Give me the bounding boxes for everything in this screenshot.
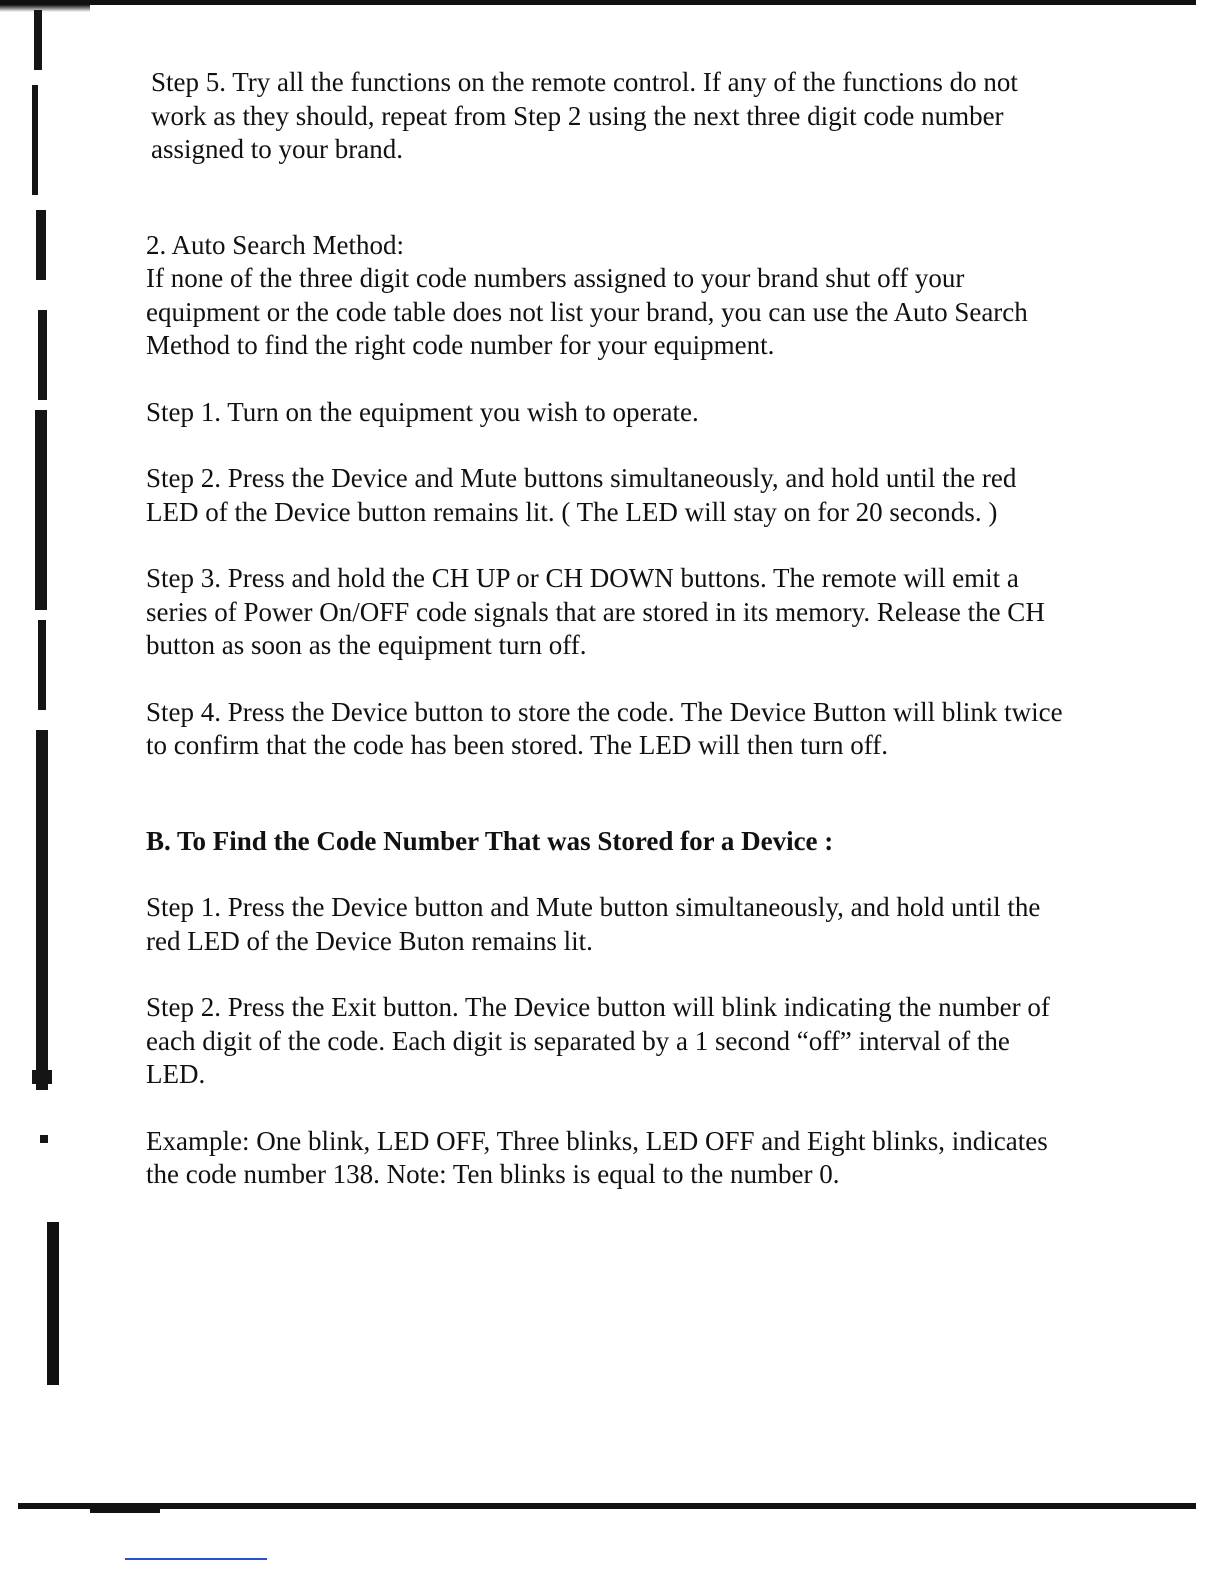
edge-mark [32, 85, 38, 195]
step5-paragraph: Step 5. Try all the functions on the remote control. If any of the functions do not work as they should, repeat from Step 2 using the next three digit code number assigned to your brand. [151, 67, 1018, 164]
scan-bottom-border [18, 1503, 1196, 1509]
find-code-heading: B. To Find the Code Number That was Stored for a Device : [146, 825, 834, 856]
scan-bottom-stub-line [125, 1558, 267, 1560]
spacer [146, 167, 1126, 229]
auto-search-title: 2. Auto Search Method: [146, 229, 404, 260]
document-body [146, 66, 1126, 1192]
scan-bottom-border-thick [90, 1505, 160, 1513]
find-code-step1: Step 1. Press the Device button and Mute button simultaneously, and hold until the red LED of the Device Buton remains lit. [146, 892, 1041, 956]
edge-mark [36, 210, 46, 280]
spacer [146, 858, 1126, 891]
spacer [146, 529, 1126, 562]
auto-search-intro: If none of the three digit code numbers assigned to your brand shut off your equipment or the code table does not list your brand, you can use the Auto Search Method to find the right code number for your equipment. [146, 263, 1028, 360]
find-code-example: Example: One blink, LED OFF, Three blinks, LED OFF and Eight blinks, indicates the code number 138. Note: Ten blinks is equal to the number 0. [146, 1125, 1048, 1189]
edge-speck [40, 1135, 48, 1143]
edge-mark [38, 310, 47, 400]
spacer [146, 663, 1126, 696]
auto-search-step4: Step 4. Press the Device button to store the code. The Device Button will blink twice to confirm that the code has been stored. The LED will then turn off. [146, 696, 1063, 760]
scan-top-border [0, 0, 1196, 5]
spacer [146, 363, 1126, 396]
spacer [146, 1092, 1126, 1125]
auto-search-step2: Step 2. Press the Device and Mute buttons simultaneously, and hold until the red LED of the Device button remains lit. ( The LED will stay on for 20 seconds. ) [146, 463, 1017, 527]
spacer [146, 429, 1126, 462]
scan-left-edge-artifact [30, 10, 64, 1110]
edge-mark [32, 1070, 52, 1084]
auto-search-step3: Step 3. Press and hold the CH UP or CH DOWN buttons. The remote will emit a series of Power On/OFF code signals that are stored in its memory. Release the CH button as soon as the equipment turn off. [146, 563, 1045, 660]
auto-search-step1: Step 1. Turn on the equipment you wish to operate. [146, 396, 699, 427]
edge-mark [35, 410, 47, 610]
edge-mark [38, 620, 46, 710]
scan-lower-edge-bar [47, 1222, 59, 1385]
spacer [146, 958, 1126, 991]
spacer [146, 763, 1126, 825]
edge-mark [34, 10, 42, 70]
edge-mark [36, 730, 48, 1090]
find-code-step2: Step 2. Press the Exit button. The Device button will blink indicating the number of each digit of the code. Each digit is separated by a 1 second “off” interval of the LED. [146, 992, 1050, 1089]
